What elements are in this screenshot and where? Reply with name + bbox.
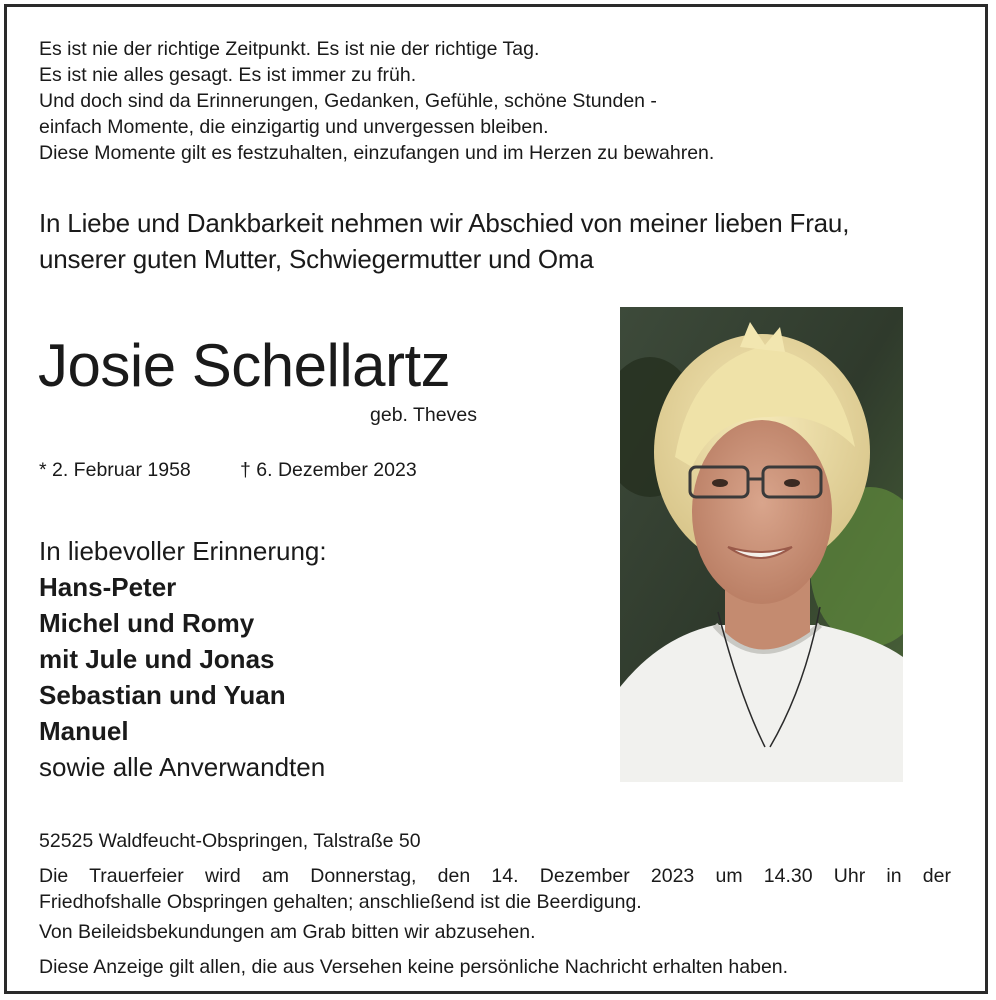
poem [39,36,714,166]
intro-line: In Liebe und Dankbarkeit nehmen wir Abschied von meiner lieben Frau, [39,208,850,238]
farewell-intro [39,205,849,277]
mourner-name: Hans-Peter [39,572,177,602]
birth-date: * 2. Februar 1958 [39,459,191,481]
poem-line: Diese Momente gilt es festzuhalten, einzufangen und im Herzen zu bewahren. [39,142,715,164]
poem-line: einfach Momente, die einzigartig und unvergessen bleiben. [39,116,549,138]
poem-line: Es ist nie der richtige Zeitpunkt. Es ist nie der richtige Tag. [39,38,540,60]
portrait-photo [620,307,903,782]
birth-name: geb. Theves [370,404,477,426]
mourner-name: mit Jule und Jonas [39,644,275,674]
poem-line: Es ist nie alles gesagt. Es ist immer zu früh. [39,64,417,86]
mourners-list [39,533,327,785]
mourners-closing: sowie alle Anverwandten [39,752,326,782]
intro-line: unserer guten Mutter, Schwiegermutter und Oma [39,244,594,274]
condolence-notice: Von Beileidsbekundungen am Grab bitten wir abzusehen. [39,921,536,943]
deceased-name: Josie Schellartz [38,332,451,399]
funeral-service-text [39,863,951,915]
mourner-name: Manuel [39,716,129,746]
general-notice: Diese Anzeige gilt allen, die aus Versehen keine persönliche Nachricht erhalten haben. [39,956,789,978]
poem-line: Und doch sind da Erinnerungen, Gedanken, Gefühle, schöne Stunden - [39,90,657,112]
death-date: † 6. Dezember 2023 [240,459,417,481]
service-line: Die Trauerfeier wird am Donnerstag, den 14. Dezember 2023 um 14.30 Uhr in der [39,865,951,887]
service-line: Friedhofshalle Obspringen gehalten; anschließend ist die Beerdigung. [39,891,642,913]
mourner-name: Sebastian und Yuan [39,680,286,710]
address: 52525 Waldfeucht-Obspringen, Talstraße 50 [39,830,421,852]
mourners-heading: In liebevoller Erinnerung: [39,536,327,566]
mourner-name: Michel und Romy [39,608,255,638]
